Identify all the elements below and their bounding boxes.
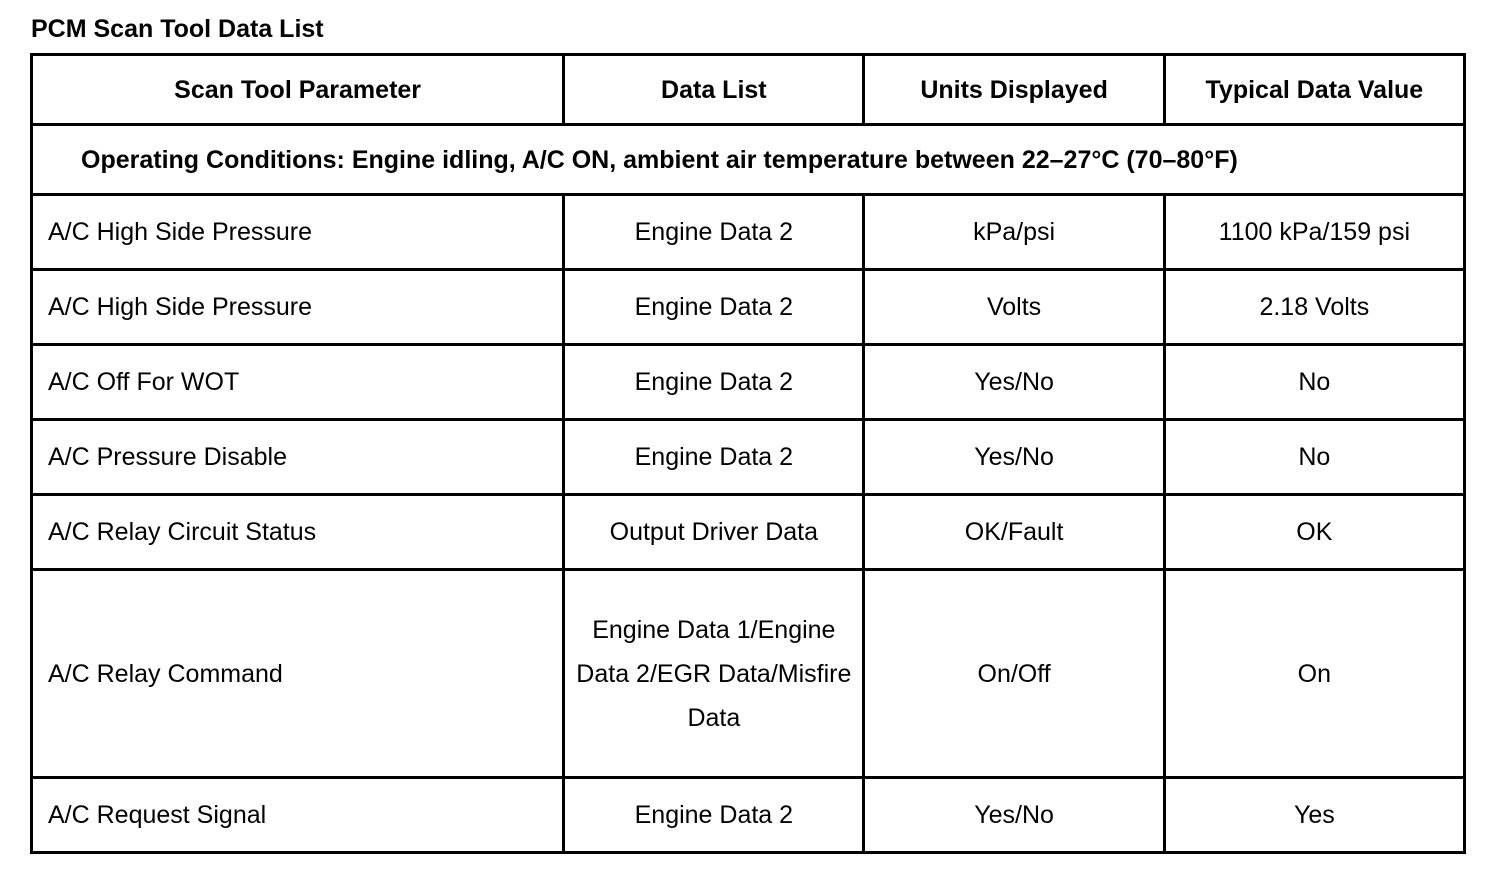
table-row <box>32 345 1465 420</box>
typical-value-cell: On <box>1164 570 1464 778</box>
table-row <box>32 270 1465 345</box>
parameter-cell: A/C High Side Pressure <box>32 270 564 345</box>
typical-value-cell: 2.18 Volts <box>1164 270 1464 345</box>
document-title: PCM Scan Tool Data List <box>31 15 324 43</box>
data-list-cell: Engine Data 2 <box>564 195 864 270</box>
parameter-cell: A/C Relay Circuit Status <box>32 495 564 570</box>
parameter-cell: A/C Request Signal <box>32 778 564 853</box>
units-cell: OK/Fault <box>864 495 1164 570</box>
parameter-cell: A/C Pressure Disable <box>32 420 564 495</box>
units-cell: On/Off <box>864 570 1164 778</box>
table-row <box>32 495 1465 570</box>
units-cell: Yes/No <box>864 778 1164 853</box>
operating-conditions-cell: Operating Conditions: Engine idling, A/C ON, ambient air temperature between 22–27°C (70–80°F) <box>32 125 1465 195</box>
data-list-cell: Output Driver Data <box>564 495 864 570</box>
operating-conditions-row <box>32 125 1465 195</box>
units-cell: Volts <box>864 270 1164 345</box>
data-list-cell: Engine Data 2 <box>564 420 864 495</box>
units-cell: Yes/No <box>864 345 1164 420</box>
header-scan-tool-parameter: Scan Tool Parameter <box>32 55 564 125</box>
units-cell: kPa/psi <box>864 195 1164 270</box>
table-header-row <box>32 55 1465 125</box>
typical-value-cell: Yes <box>1164 778 1464 853</box>
header-typical-data-value: Typical Data Value <box>1164 55 1464 125</box>
typical-value-cell: 1100 kPa/159 psi <box>1164 195 1464 270</box>
header-units-displayed: Units Displayed <box>864 55 1164 125</box>
scan-tool-data-table <box>30 53 1466 854</box>
parameter-cell: A/C Relay Command <box>32 570 564 778</box>
typical-value-cell: OK <box>1164 495 1464 570</box>
data-list-cell: Engine Data 1/Engine Data 2/EGR Data/Misfire Data <box>564 570 864 778</box>
typical-value-cell: No <box>1164 345 1464 420</box>
units-cell: Yes/No <box>864 420 1164 495</box>
data-list-cell: Engine Data 2 <box>564 270 864 345</box>
parameter-cell: A/C Off For WOT <box>32 345 564 420</box>
table-row <box>32 570 1465 778</box>
typical-value-cell: No <box>1164 420 1464 495</box>
table-row <box>32 420 1465 495</box>
table-row <box>32 778 1465 853</box>
parameter-cell: A/C High Side Pressure <box>32 195 564 270</box>
data-list-cell: Engine Data 2 <box>564 345 864 420</box>
data-list-cell: Engine Data 2 <box>564 778 864 853</box>
table-row <box>32 195 1465 270</box>
header-data-list: Data List <box>564 55 864 125</box>
